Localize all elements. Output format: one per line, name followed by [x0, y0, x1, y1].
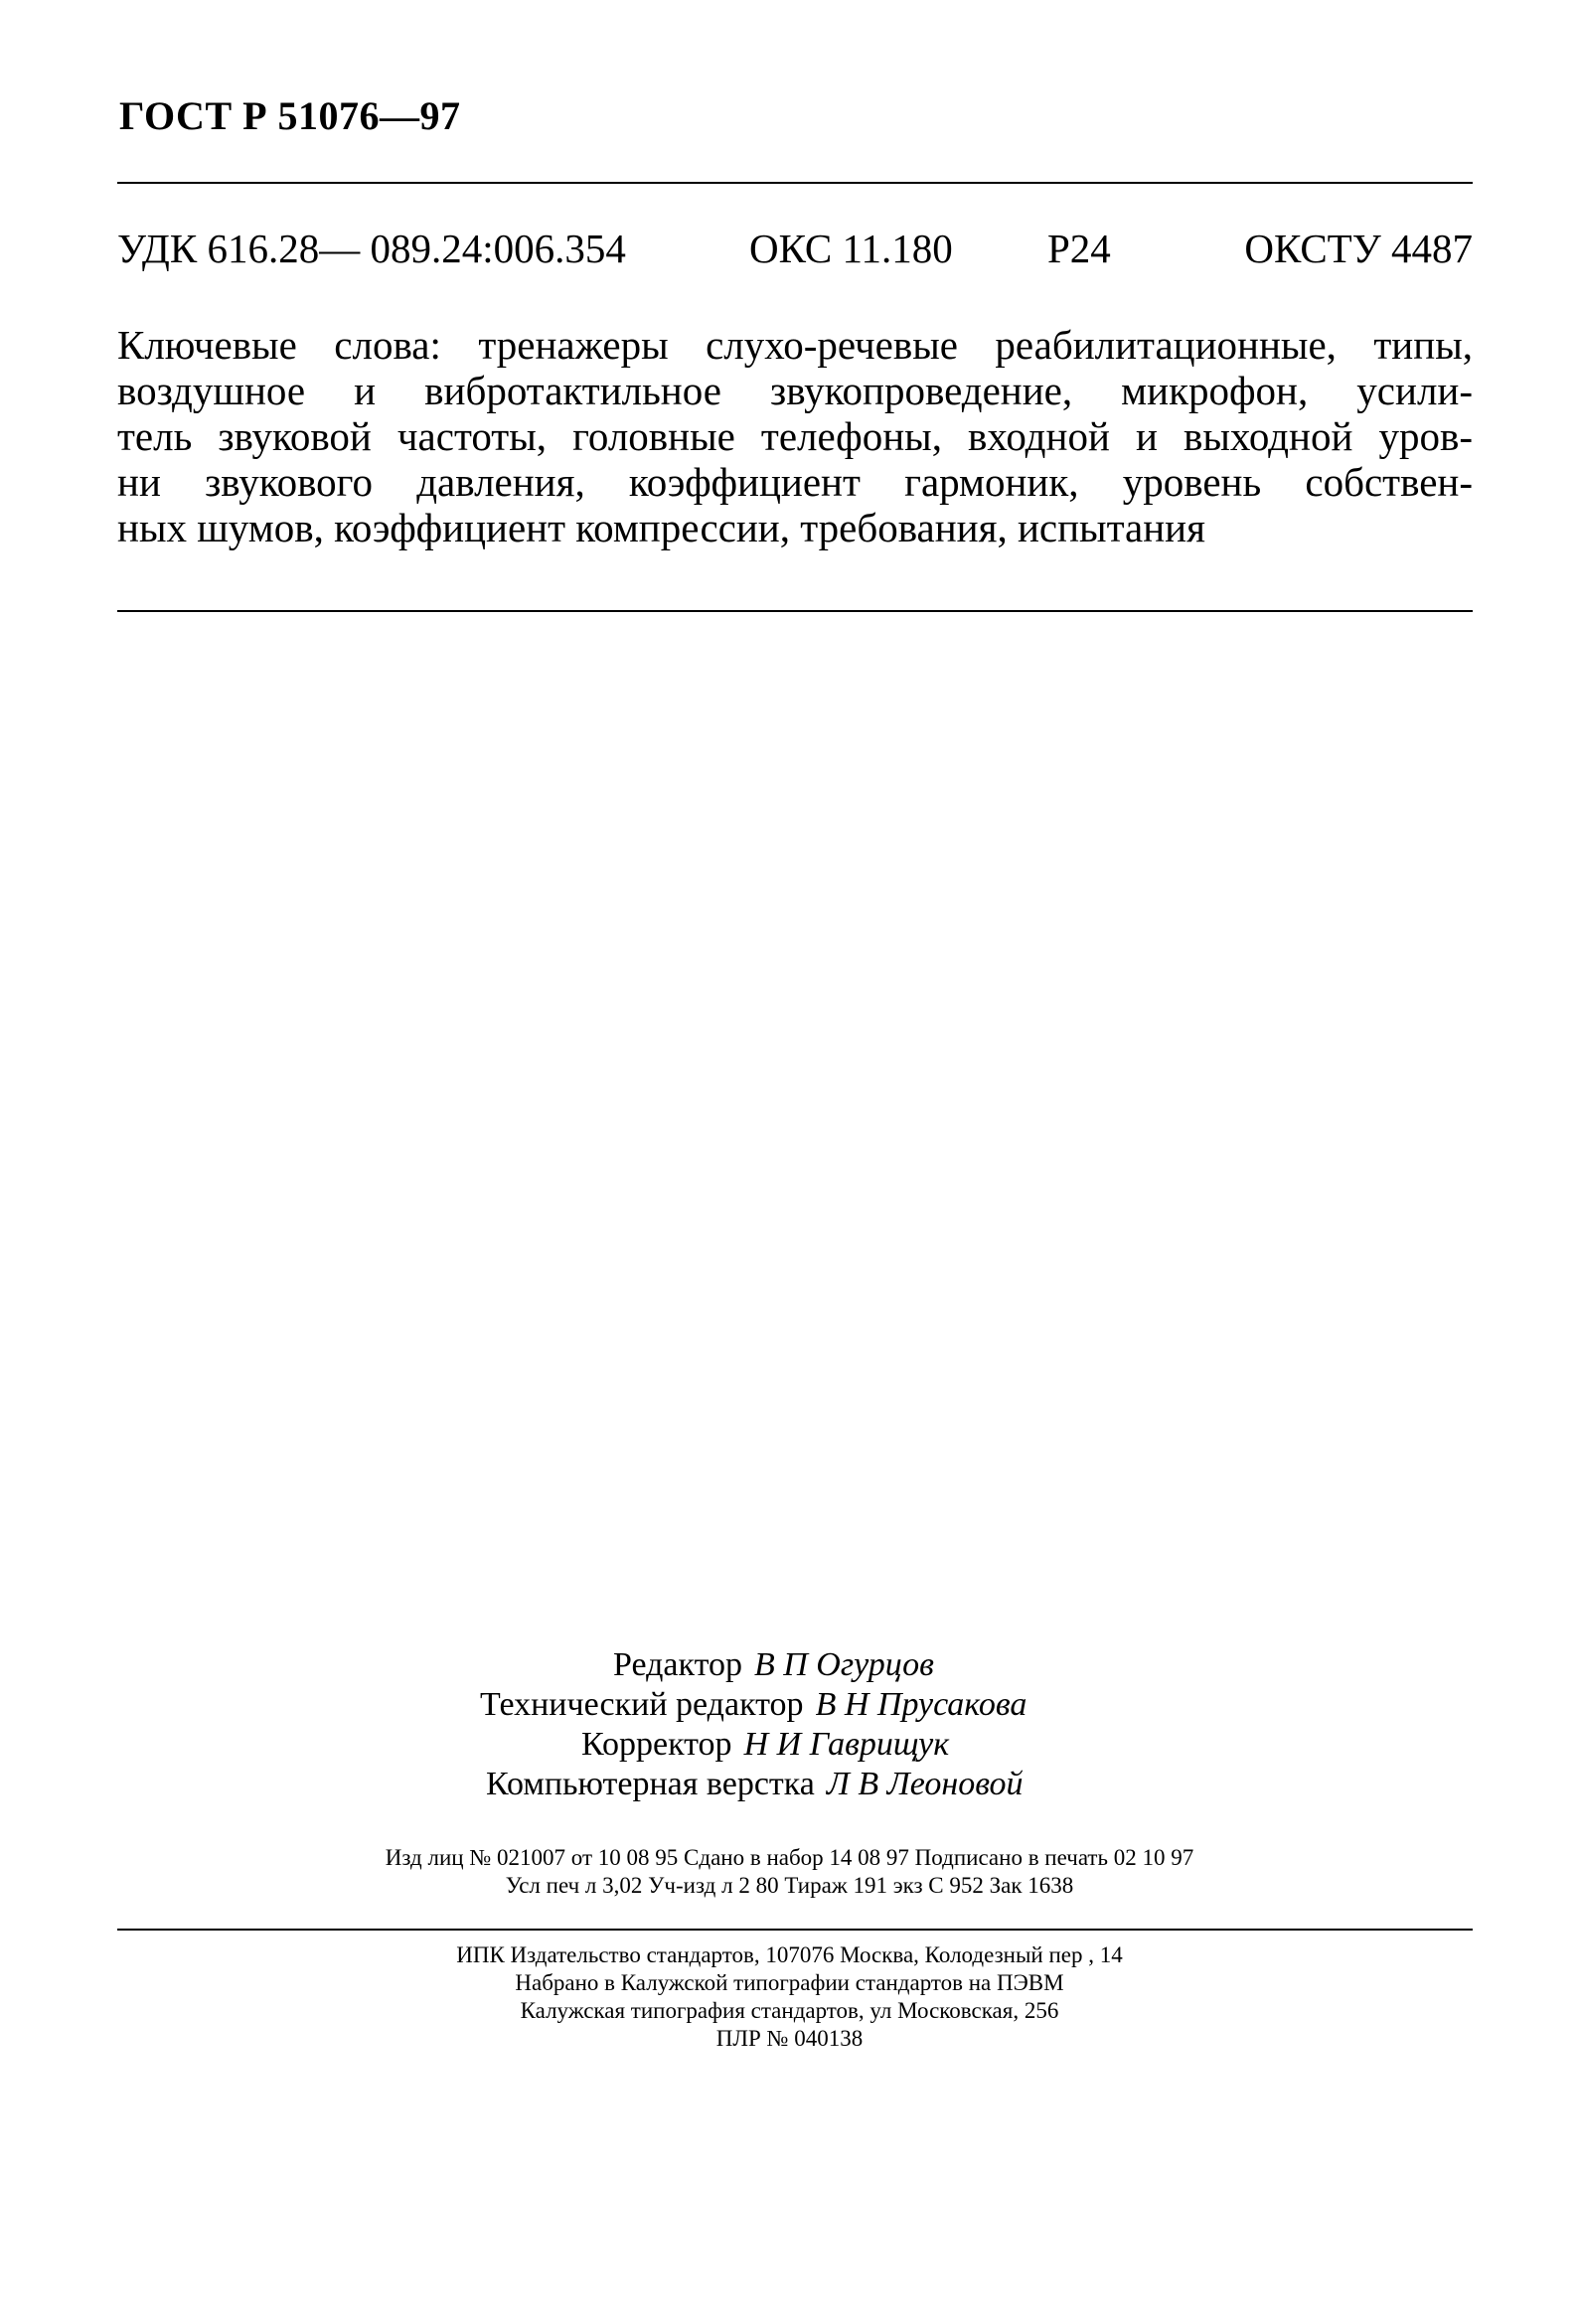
tech-editor-name: В Н Прусакова [815, 1686, 1027, 1723]
editor-credit [613, 1645, 934, 1685]
oks-code: ОКС 11.180 [749, 226, 953, 271]
keywords-line: воздушное и вибротактильное звукопроведение, микрофон, усили- [117, 368, 1473, 413]
imprint-publishing-info [0, 1844, 1579, 1900]
imprint-line: Изд лиц № 021007 от 10 08 95 Сдано в набор 14 08 97 Подписано в печать 02 10 97 [385, 1845, 1194, 1870]
imprint-line: Калужская типография стандартов, ул Московская, 256 [520, 1998, 1059, 2023]
imprint-line: Набрано в Калужской типографии стандартов на ПЭВМ [515, 1970, 1064, 1995]
imprint-line: Усл печ л 3,02 Уч-изд л 2 80 Тираж 191 экз С 952 Зак 1638 [505, 1873, 1074, 1898]
group-code: Р24 [1047, 226, 1111, 271]
corrector-role: Корректор [581, 1726, 732, 1763]
editor-name: В П Огурцов [753, 1646, 934, 1683]
tech-editor-role: Технический редактор [480, 1686, 804, 1723]
layout-role: Компьютерная верстка [486, 1766, 815, 1802]
udk-code: УДК 616.28— 089.24:006.354 [117, 226, 626, 271]
keywords-paragraph [117, 322, 1473, 550]
layout-credit [486, 1765, 1024, 1804]
keywords-line: ных шумов, коэффициент компрессии, требования, испытания [117, 505, 1205, 550]
corrector-name: Н И Гаврищук [743, 1726, 950, 1763]
imprint-line: ПЛР № 040138 [715, 2026, 864, 2051]
keywords-line: тель звуковой частоты, головные телефоны, входной и выходной уров- [117, 413, 1473, 459]
keywords-line: ни звукового давления, коэффициент гармоник, уровень собствен- [117, 459, 1473, 505]
tech-editor-credit [480, 1685, 1026, 1725]
imprint-divider [117, 1929, 1473, 1931]
keywords-divider [117, 610, 1473, 612]
imprint-printer-info [0, 1941, 1579, 2053]
imprint-line: ИПК Издательство стандартов, 107076 Москва, Колодезный пер , 14 [456, 1942, 1123, 1967]
classification-row [117, 225, 1473, 276]
corrector-credit [581, 1725, 949, 1765]
okstu-code: ОКСТУ 4487 [1244, 226, 1473, 271]
keywords-line: Ключевые слова: тренажеры слухо-речевые реабилитационные, типы, [117, 322, 1473, 368]
layout-name: Л В Леоновой [826, 1766, 1024, 1802]
top-divider [117, 182, 1473, 184]
document-code: ГОСТ Р 51076—97 [119, 93, 461, 138]
editor-role: Редактор [613, 1646, 742, 1683]
